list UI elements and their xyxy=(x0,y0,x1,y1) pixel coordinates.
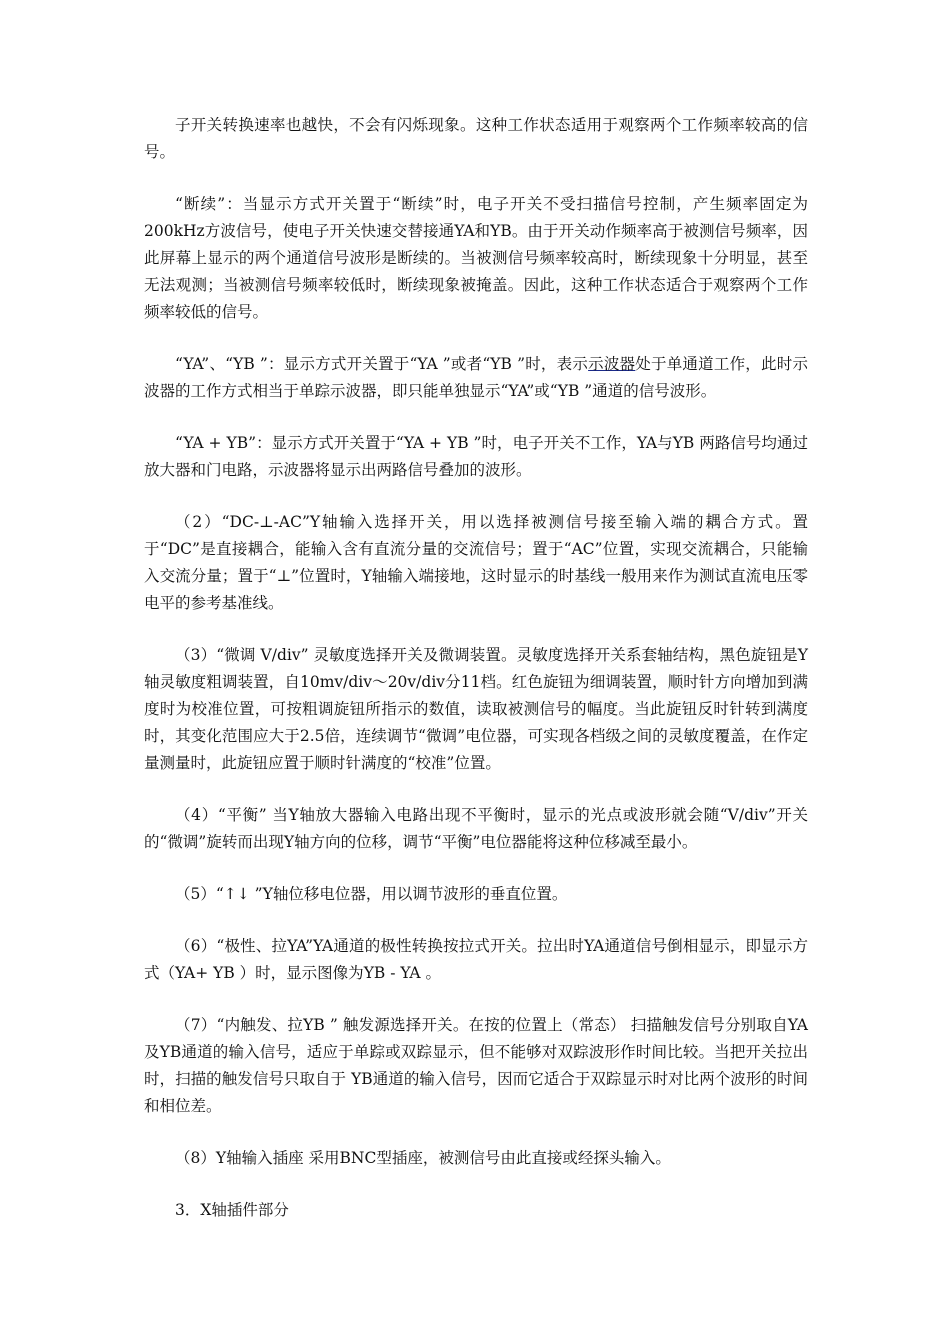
paragraph-polarity-switch: （6）“极性、拉YA”YA通道的极性转换按拉式开关。拉出时YA通道信号倒相显示，即显示方式（YA+ YB ）时，显示图像为YB - YA 。 xyxy=(144,937,808,982)
paragraph-balance: （4）“平衡” 当Y轴放大器输入电路出现不平衡时，显示的光点或波形就会随“V/div”开关的“微调”旋转而出现Y轴方向的位移，调节“平衡”电位器能将这种位移减至最小。 xyxy=(144,806,808,851)
paragraph-sum-mode: “YA + YB”：显示方式开关置于“YA + YB ”时，电子开关不工作，YA与YB 两路信号均通过放大器和门电路，示波器将显示出两路信号叠加的波形。 xyxy=(144,434,808,479)
paragraph-y-input-socket: （8）Y轴输入插座 采用BNC型插座，被测信号由此直接或经探头输入。 xyxy=(175,1149,671,1167)
paragraph-sensitivity-switch: （3）“微调 V/div” 灵敏度选择开关及微调装置。灵敏度选择开关系套轴结构，黑色旋钮是Y轴灵敏度粗调装置，自10mv/div～20v/div分11档。红色旋钮为细调装置，顺时针方向增加到满度时为校准位置，可按粗调旋钮所指示的数值，读取被测信号的幅度。当此旋钮反时针转到满度时，其变化范围应大于2.5倍，连续调节“微调”电位器，可实现各档级之间的灵敏度覆盖，在作定量测量时，此旋钮应置于顺时针满度的“校准”位置。 xyxy=(144,646,808,772)
paragraph-single-channel-mode xyxy=(144,351,808,405)
paragraph-chopped-mode: “断续”：当显示方式开关置于“断续”时，电子开关不受扫描信号控制，产生频率固定为200kHz方波信号，使电子开关快速交替接通YA和YB。由于开关动作频率高于被测信号频率，因此屏幕上显示的两个通道信号波形是断续的。当被测信号频率较高时，断续现象十分明显，甚至无法观测；当被测信号频率较低时，断续现象被掩盖。因此，这种工作状态适合于观察两个工作频率较低的信号。 xyxy=(144,195,808,321)
document-body xyxy=(144,112,808,1224)
paragraph-y-position: （5）“↑↓ ”Y轴位移电位器，用以调节波形的垂直位置。 xyxy=(175,885,568,903)
paragraph-coupling-switch: （2）“DC-⊥-AC”Y轴输入选择开关，用以选择被测信号接至输入端的耦合方式。置于“DC”是直接耦合，能输入含有直流分量的交流信号；置于“AC”位置，实现交流耦合，只能输入交流分量；置于“⊥”位置时，Y轴输入端接地，这时显示的时基线一般用来作为测试直流电压零电平的参考基准线。 xyxy=(144,513,808,612)
paragraph-text-before-link: “YA”、“YB ”：显示方式开关置于“YA ”或者“YB ”时，表示 xyxy=(175,355,589,373)
oscilloscope-link[interactable]: 示波器 xyxy=(588,355,636,373)
paragraph-trigger-source: （7）“内触发、拉YB ” 触发源选择开关。在按的位置上（常态） 扫描触发信号分别取自YA及YB通道的输入信号，适应于单踪或双踪显示，但不能够对双踪波形作时间比较。当把开关拉出时，扫描的触发信号只取自于 YB通道的输入信号，因而它适合于双踪显示时对比两个波形的时间和相位差。 xyxy=(144,1016,808,1115)
paragraph-text-after-link: 处于单通道工作，此时示波器的工作方式相当于单踪示波器，即只能单独显示“YA”或“YB ”通道的信号波形。 xyxy=(144,355,808,400)
paragraph-switch-rate: 子开关转换速率也越快，不会有闪烁现象。这种工作状态适用于观察两个工作频率较高的信号。 xyxy=(144,116,808,161)
section-heading-x-axis: 3．X轴插件部分 xyxy=(175,1201,289,1219)
